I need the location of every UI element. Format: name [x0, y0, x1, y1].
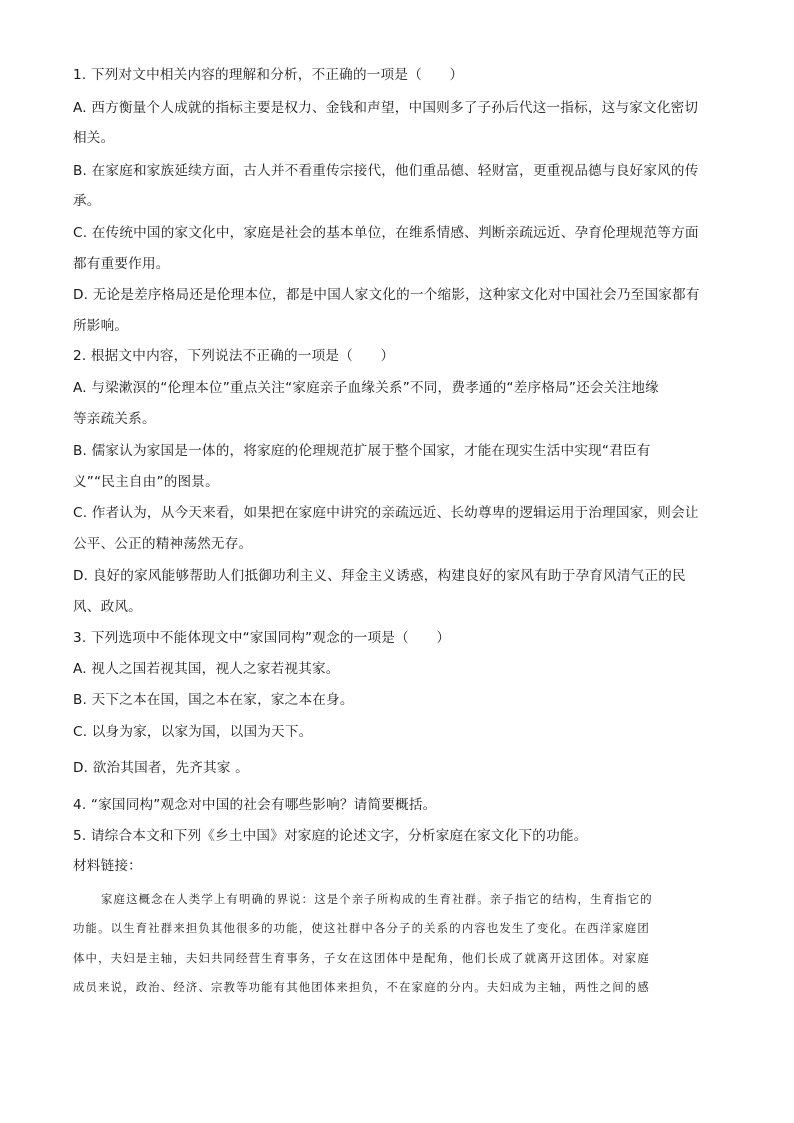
material-line-3: 体中，夫妇是主轴，夫妇共同经营生育事务，子女在这团体中是配角，他们长成了就离开这团体。对家庭	[73, 951, 650, 965]
question-2-stem: 2. 根据文中内容，下列说法不正确的一项是（ ）	[73, 348, 395, 364]
question-1-option-b: B. 在家庭和家族延续方面，古人并不看重传宗接代，他们重品德、轻财富，更重视品德与良好家风的传	[73, 163, 699, 179]
question-1-option-a-cont: 相关。	[73, 130, 115, 146]
question-1-option-d: D. 无论是差序格局还是伦理本位，都是中国人家文化的一个缩影，这种家文化对中国社会乃至国家都有	[73, 287, 700, 303]
material-line-2: 功能。以生育社群来担负其他很多的功能，使这社群中各分子的关系的内容也发生了变化。在西洋家庭团	[73, 921, 650, 935]
question-2-option-d-cont: 风、政风。	[73, 599, 142, 615]
question-2-option-b: B. 儒家认为家国是一体的，将家庭的伦理规范扩展于整个国家，才能在现实生活中实现“君臣有	[73, 443, 651, 459]
material-line-4: 成员来说，政治、经济、宗教等功能有其他团体来担负，不在家庭的分内。夫妇成为主轴，两性之间的感	[73, 980, 650, 994]
question-2-option-a: A. 与梁漱溟的“伦理本位”重点关注“家庭亲子血缘关系”不同，费孝通的“差序格局”还会关注地缘	[73, 380, 659, 396]
question-3-stem: 3. 下列选项中不能体现文中“家国同构”观念的一项是（ ）	[73, 630, 451, 646]
question-2-option-b-cont: 义”“民主自由”的图景。	[73, 474, 219, 490]
question-3-option-c: C. 以身为家，以家为国，以国为天下。	[73, 724, 313, 740]
question-4: 4. “家国同构”观念对中国的社会有哪些影响？请简要概括。	[73, 797, 437, 813]
question-2-option-a-cont: 等亲疏关系。	[73, 411, 156, 427]
question-5: 5. 请综合本文和下列《乡土中国》对家庭的论述文字，分析家庭在家文化下的功能。	[73, 828, 588, 844]
question-1-option-c: C. 在传统中国的家文化中，家庭是社会的基本单位，在维系情感、判断亲疏远近、孕育伦理规范等方面	[73, 225, 699, 241]
question-3-option-b: B. 天下之本在国，国之本在家，家之本在身。	[73, 692, 354, 708]
question-2-option-d: D. 良好的家风能够帮助人们抵御功利主义、拜金主义诱惑，构建良好的家风有助于孕育风清气正的民	[73, 568, 686, 584]
material-line-1: 家庭这概念在人类学上有明确的界说：这是个亲子所构成的生育社群。亲子指它的结构，生育指它的	[101, 892, 653, 906]
question-1-stem: 1. 下列对文中相关内容的理解和分析，不正确的一项是（ ）	[73, 67, 464, 83]
question-3-option-d: D. 欲治其国者，先齐其家 。	[73, 760, 249, 776]
question-2-option-c-cont: 公平、公正的精神荡然无存。	[73, 536, 253, 552]
question-1-option-b-cont: 承。	[73, 193, 101, 209]
question-1-option-c-cont: 都有重要作用。	[73, 256, 170, 272]
question-3-option-a: A. 视人之国若视其国，视人之家若视其家。	[73, 661, 340, 677]
material-label: 材料链接：	[73, 858, 142, 874]
question-1-option-a: A. 西方衡量个人成就的指标主要是权力、金钱和声望，中国则多了子孙后代这一指标，这与家文化密切	[73, 100, 699, 116]
question-2-option-c: C. 作者认为，从今天来看，如果把在家庭中讲究的亲疏远近、长幼尊卑的逻辑运用于治理国家，则会让	[73, 505, 699, 521]
question-1-option-d-cont: 所影响。	[73, 318, 129, 334]
